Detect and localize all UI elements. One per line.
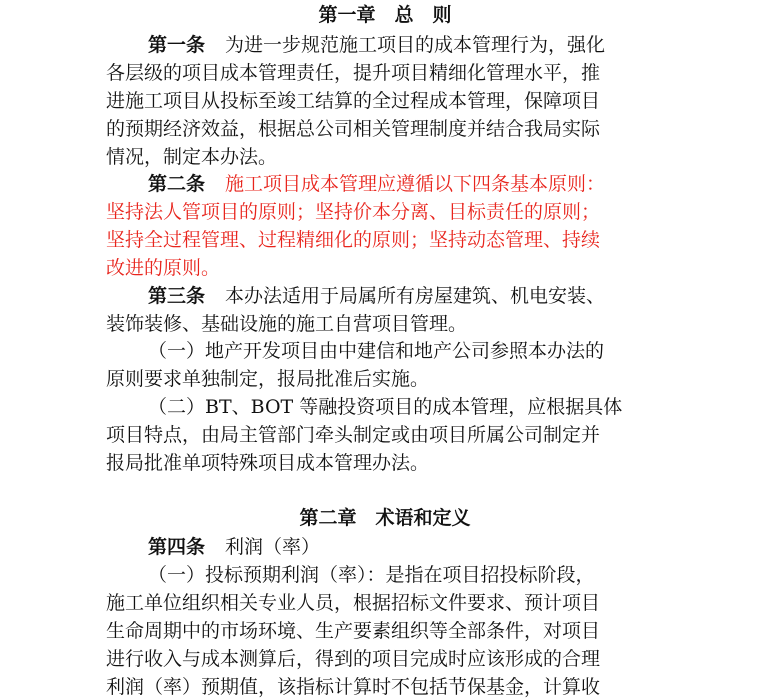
article-3-item-1-line-2: 原则要求单独制定，报局批准后实施。 <box>106 368 430 390</box>
article-3-line-1: 第三条 本办法适用于局属所有房屋建筑、机电安装、 <box>148 285 606 307</box>
article-1-label: 第一条 <box>148 34 206 56</box>
chapter-1-title: 第一章 总 则 <box>318 4 452 26</box>
article-4-item-1-line-3: 生命周期中的市场环境、生产要素组织等全部条件，对项目 <box>106 620 601 642</box>
article-2-line-3: 坚持全过程管理、过程精细化的原则；坚持动态管理、持续 <box>106 229 601 251</box>
article-2-line-4: 改进的原则。 <box>106 257 221 279</box>
article-4-item-1-line-5: 利润（率）预期值，该指标计算时不包括节保基金，计算收 <box>106 676 601 698</box>
article-1-line-4: 的预期经济效益，根据总公司相关管理制度并结合我局实际 <box>106 118 601 140</box>
article-4-item-1-line-2: 施工单位组织相关专业人员，根据招标文件要求、预计项目 <box>106 592 601 614</box>
article-1-line-1: 第一条 为进一步规范施工项目的成本管理行为，强化 <box>148 34 606 56</box>
article-4-line-1: 第四条 利润（率） <box>148 536 321 558</box>
article-1-line-5: 情况，制定本办法。 <box>106 146 278 168</box>
article-2-line-2: 坚持法人管项目的原则；坚持价本分离、目标责任的原则； <box>106 201 601 223</box>
article-4-item-1-line-4: 进行收入与成本测算后，得到的项目完成时应该形成的合理 <box>106 648 601 670</box>
article-1-line-3: 进施工项目从投标至竣工结算的全过程成本管理，保障项目 <box>106 90 601 112</box>
article-3-item-1-line-1: （一）地产开发项目由中建信和地产公司参照本办法的 <box>148 340 605 362</box>
article-4-label: 第四条 <box>148 536 206 558</box>
article-3-item-2-line-2: 项目特点，由局主管部门牵头制定或由项目所属公司制定并 <box>106 424 601 446</box>
article-3-item-2-line-1: （二）BT、BOT 等融投资项目的成本管理，应根据具体 <box>148 396 623 418</box>
chapter-2-title: 第二章 术语和定义 <box>299 507 471 529</box>
article-2-line-1: 第二条 施工项目成本管理应遵循以下四条基本原则： <box>148 173 606 195</box>
article-3-label: 第三条 <box>148 285 206 307</box>
article-1-line-2: 各层级的项目成本管理责任，提升项目精细化管理水平，推 <box>106 62 601 84</box>
article-3-item-2-line-3: 报局批准单项特殊项目成本管理办法。 <box>106 452 430 474</box>
article-4-item-1-line-1: （一）投标预期利润（率）：是指在项目招投标阶段， <box>148 564 595 586</box>
article-2-label: 第二条 <box>148 173 206 195</box>
article-3-line-2: 装饰装修、基础设施的施工自营项目管理。 <box>106 313 468 335</box>
